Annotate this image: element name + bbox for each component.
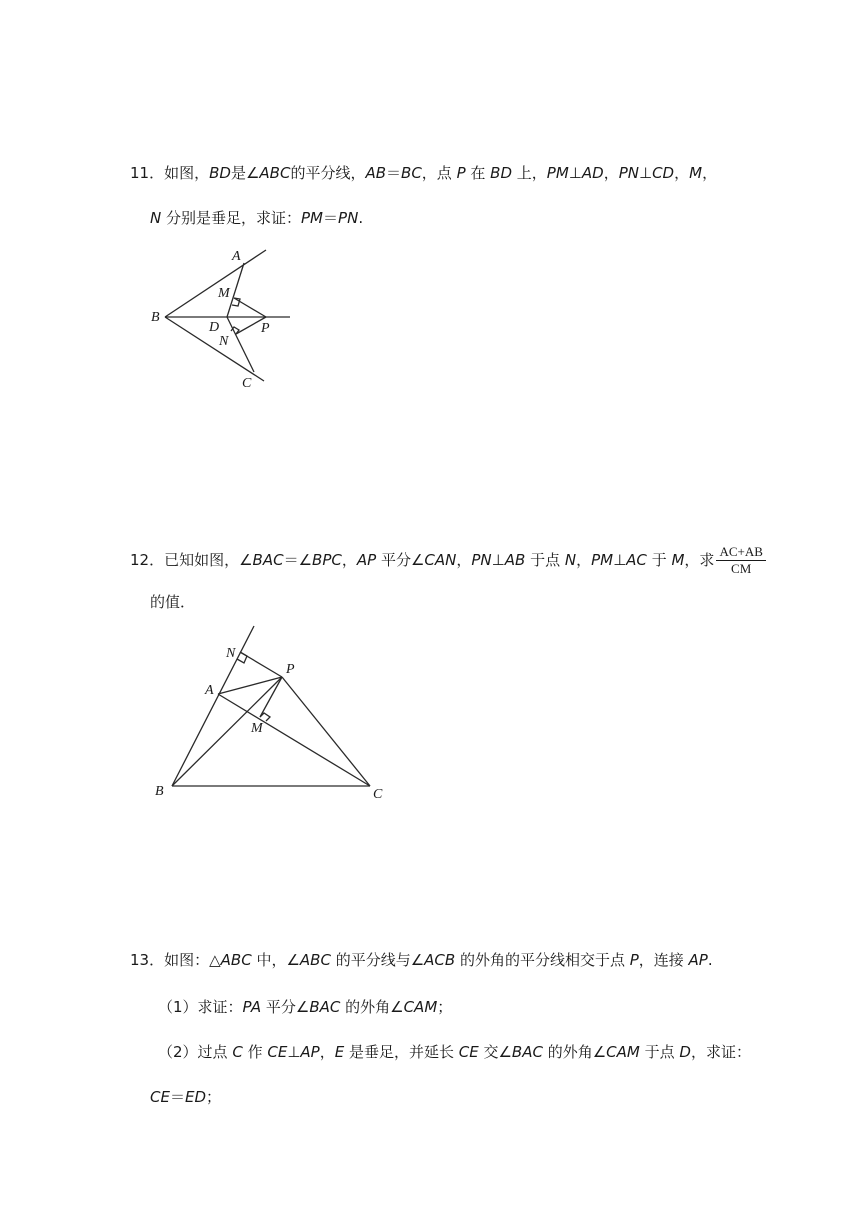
label-B: B xyxy=(155,784,164,799)
problem-13-statement-line1: 13．如图：△ABC 中，∠ABC 的平分线与∠ACB 的外角的平分线相交于点 P，连接 AP. xyxy=(130,951,713,969)
label-B: B xyxy=(151,310,160,325)
problem-number: 13． xyxy=(130,951,165,969)
label-M: M xyxy=(218,286,230,301)
ray-BN xyxy=(172,626,254,786)
label-C: C xyxy=(242,376,252,391)
label-N: N xyxy=(226,646,236,661)
fraction-numerator: AC+AB xyxy=(716,545,765,561)
problem-13-part-1: （1）求证：PA 平分∠BAC 的外角∠CAM； xyxy=(158,998,453,1016)
problem-13-part-2: （2）过点 C 作 CE⊥AP，E 是垂足，并延长 CE 交∠BAC 的外角∠CAM 于点 D，求证： xyxy=(158,1043,751,1061)
fraction-denominator: CM xyxy=(731,561,752,576)
problem-11-statement-line1: 11．如图，BD是∠ABC的平分线，AB＝BC，点 P 在 BD 上，PM⊥AD，PN⊥CD，M， xyxy=(130,164,718,182)
label-D: D xyxy=(209,320,220,335)
segment-BP xyxy=(172,677,282,786)
segment-AP xyxy=(218,677,282,694)
label-P: P xyxy=(261,321,270,336)
label-P: P xyxy=(286,662,295,677)
segment-PM xyxy=(260,677,282,717)
problem-number: 12． xyxy=(130,551,165,569)
problem-number: 11． xyxy=(130,164,165,182)
label-A: A xyxy=(232,249,241,264)
segment-PC xyxy=(282,677,370,786)
label-N: N xyxy=(219,334,229,349)
problem-12-statement-line2: 的值． xyxy=(150,593,196,611)
problem-12-statement-line1: 12．已知如图，∠BAC＝∠BPC，AP 平分∠CAN，PN⊥AB 于点 N，PM⊥AC 于 M，求 $\frac{AC+AB}{CM}$ xyxy=(130,545,766,576)
problem-13-part-2-continued: CE＝ED； xyxy=(150,1088,222,1106)
segment-AC xyxy=(218,694,370,786)
label-C: C xyxy=(373,787,383,802)
label-A: A xyxy=(205,683,214,698)
problem-11-statement-line2: N 分别是垂足，求证：PM＝PN. xyxy=(150,209,364,227)
label-M: M xyxy=(251,721,263,736)
